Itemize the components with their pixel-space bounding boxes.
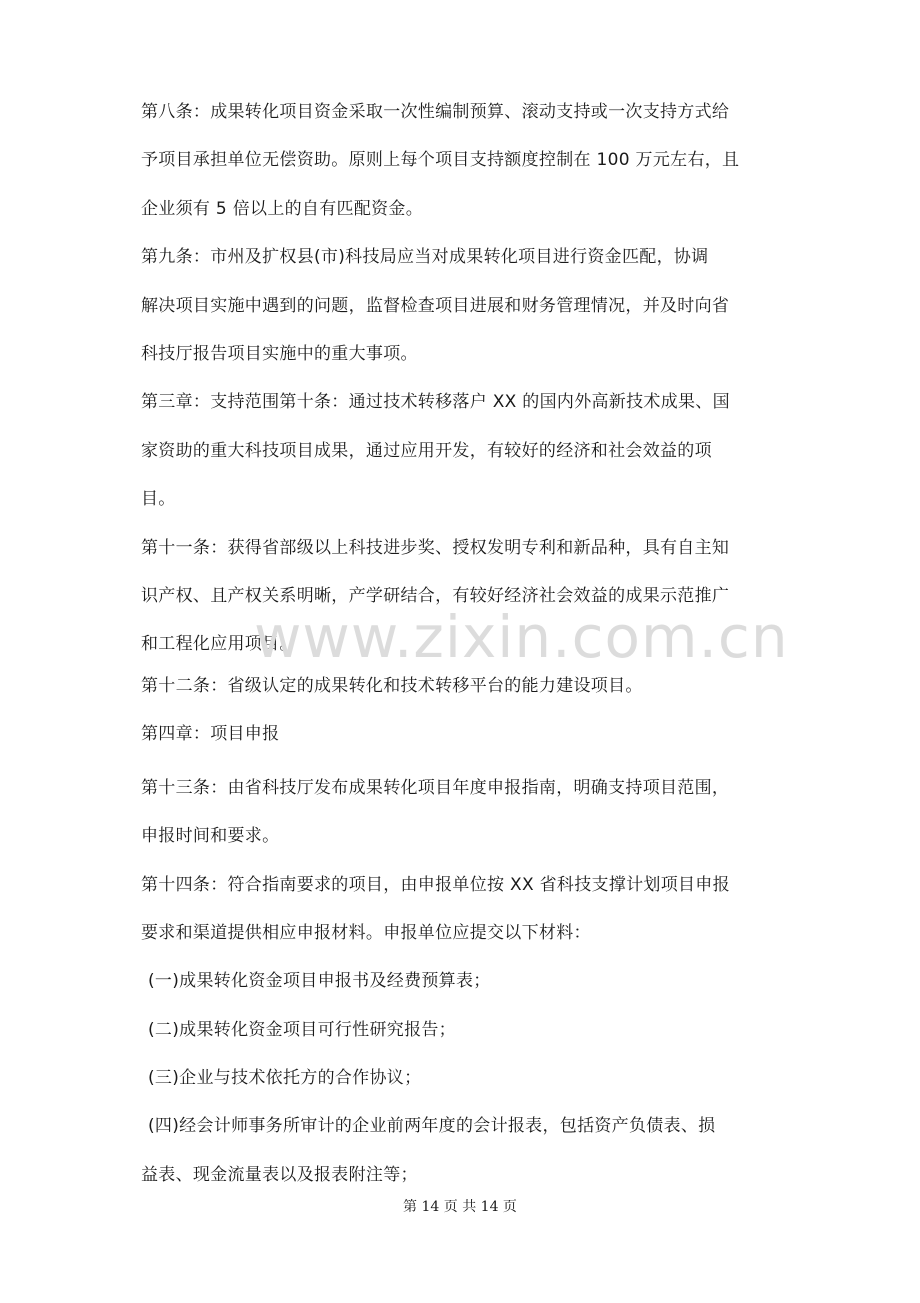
text-line: 申报时间和要求。 xyxy=(141,826,280,846)
text-line: 家资助的重大科技项目成果，通过应用开发，有较好的经济和社会效益的项 xyxy=(141,441,712,461)
text-line: (二)成果转化资金项目可行性研究报告； xyxy=(148,1020,456,1040)
text-line: 和工程化应用项目。 xyxy=(141,634,297,654)
text-line: 予项目承担单位无偿资助。原则上每个项目支持额度控制在 100 万元左右，且 xyxy=(141,150,740,170)
text-line: 第十二条：省级认定的成果转化和技术转移平台的能力建设项目。 xyxy=(141,676,643,696)
text-line: 科技厅报告项目实施中的重大事项。 xyxy=(141,344,418,364)
text-line: 第九条：市州及扩权县(市)科技局应当对成果转化项目进行资金匹配，协调 xyxy=(141,247,709,267)
text-line: 第八条：成果转化项目资金采取一次性编制预算、滚动支持或一次支持方式给 xyxy=(141,102,730,122)
text-line: 要求和渠道提供相应申报材料。申报单位应提交以下材料： xyxy=(141,923,591,943)
text-line: 第四章：项目申报 xyxy=(141,724,280,744)
text-line: 解决项目实施中遇到的问题，监督检查项目进展和财务管理情况，并及时向省 xyxy=(141,296,730,316)
text-line: (四)经会计师事务所审计的企业前两年度的会计报表，包括资产负债表、损 xyxy=(148,1116,716,1136)
text-line: 企业须有 5 倍以上的自有匹配资金。 xyxy=(141,199,424,219)
text-line: (三)企业与技术依托方的合作协议； xyxy=(148,1068,422,1088)
text-line: 第三章：支持范围第十条：通过技术转移落户 XX 的国内外高新技术成果、国 xyxy=(141,392,730,412)
text-line: 益表、现金流量表以及报表附注等； xyxy=(141,1165,418,1185)
text-line: (一)成果转化资金项目申报书及经费预算表； xyxy=(148,971,491,991)
text-line: 识产权、且产权关系明晰，产学研结合，有较好经济社会效益的成果示范推广 xyxy=(141,586,730,606)
watermark: www.zixin.com.cn xyxy=(254,603,789,671)
text-line: 第十三条：由省科技厅发布成果转化项目年度申报指南，明确支持项目范围， xyxy=(141,778,730,798)
text-line: 目。 xyxy=(141,489,176,509)
text-line: 第十四条：符合指南要求的项目，由申报单位按 XX 省科技支撑计划项目申报 xyxy=(141,875,730,895)
page-number-footer: 第 14 页 共 14 页 xyxy=(403,1199,517,1215)
text-line: 第十一条：获得省部级以上科技进步奖、授权发明专利和新品种，具有自主知 xyxy=(141,538,730,558)
